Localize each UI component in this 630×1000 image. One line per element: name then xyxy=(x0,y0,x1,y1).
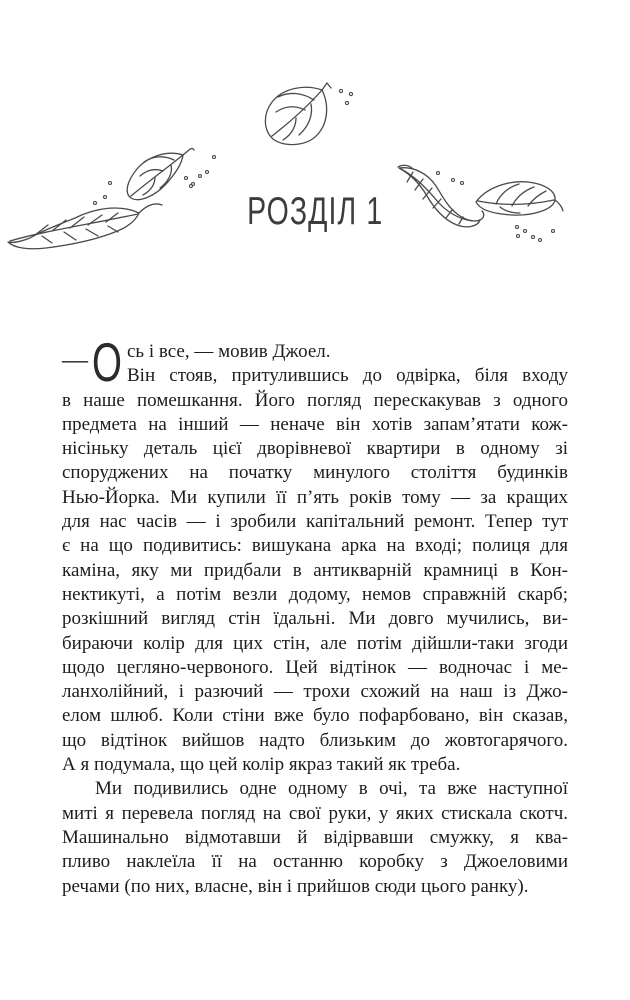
text-line: Ми подивились одне одному в очі, та вже наступної xyxy=(95,778,568,800)
text-line: сь і все, — мовив Джоел. xyxy=(127,341,331,362)
text-line: щодо цегляно-червоного. Цей відтінок — водночас і ме- xyxy=(62,656,568,678)
text-line: споруджених на початку минулого століття будинків xyxy=(62,462,568,484)
text-line: елом шлюб. Коли стіни вже було пофарбовано, він сказав, xyxy=(62,705,568,727)
text-line: бираючи колір для цих стін, але потім дійшли-таки згоди xyxy=(62,632,568,654)
text-line: в наше помешкання. Його погляд перескакував з одного xyxy=(62,389,568,411)
text-line: Він стояв, притулившись до одвірка, біля входу xyxy=(127,365,568,387)
chapter-title xyxy=(0,191,630,233)
text-line: ланхолійний, і разючий — трохи схожий на наш із Джо- xyxy=(62,681,568,703)
leaf-icon-top xyxy=(265,83,331,145)
chapter-title-text: РОЗДІЛ 1 xyxy=(246,190,384,233)
text-line: А я подумала, що цей колір якраз такий як треба. xyxy=(62,754,461,776)
dropcap-letter: О xyxy=(92,331,122,393)
body-text xyxy=(62,331,568,899)
text-line: є на що подивитись: вишукана арка на вході; полиця для xyxy=(62,535,568,557)
dots-icon-top xyxy=(339,89,352,104)
dots-icon-right-upper xyxy=(437,172,464,185)
text-line: Машинально відмотавши й відірвавши смужку, я ква- xyxy=(62,826,568,848)
text-line: речами (по них, власне, він і прийшов сюди цього ранку). xyxy=(62,875,529,897)
text-line: нісіньку деталь цієї дворівневої квартири в одному зі xyxy=(62,438,568,460)
text-line: пливо наклеїла її на останню коробку з Джоеловими xyxy=(62,851,568,873)
dots-icon-left-cluster xyxy=(185,156,216,188)
text-line: розкішний вигляд стін їдальні. Ми довго мучились, ви- xyxy=(62,608,568,630)
text-line: що відтінок вийшов надто близьким до жовтогарячого. xyxy=(62,729,568,751)
text-line: Нью-Йорка. Ми купили її п’ять років тому — за кращих xyxy=(62,486,568,508)
text-line: миті я перевела погляд на свої руки, у яких стискала скотч. xyxy=(62,802,568,824)
text-line: каміна, яку ми придбали в антикварній крамниці в Кон- xyxy=(62,559,568,581)
dialogue-dash: — xyxy=(62,345,88,374)
dropcap-block xyxy=(62,331,126,393)
text-line: предмета на інший — неначе він хотів запам’ятати кож- xyxy=(62,413,568,435)
text-line: нектикуті, а потім везли додому, немов справжній скарб; xyxy=(62,583,568,605)
leaf-decoration xyxy=(0,80,630,260)
text-line: для нас часів — і зробили капітальний ремонт. Тепер тут xyxy=(62,511,568,533)
